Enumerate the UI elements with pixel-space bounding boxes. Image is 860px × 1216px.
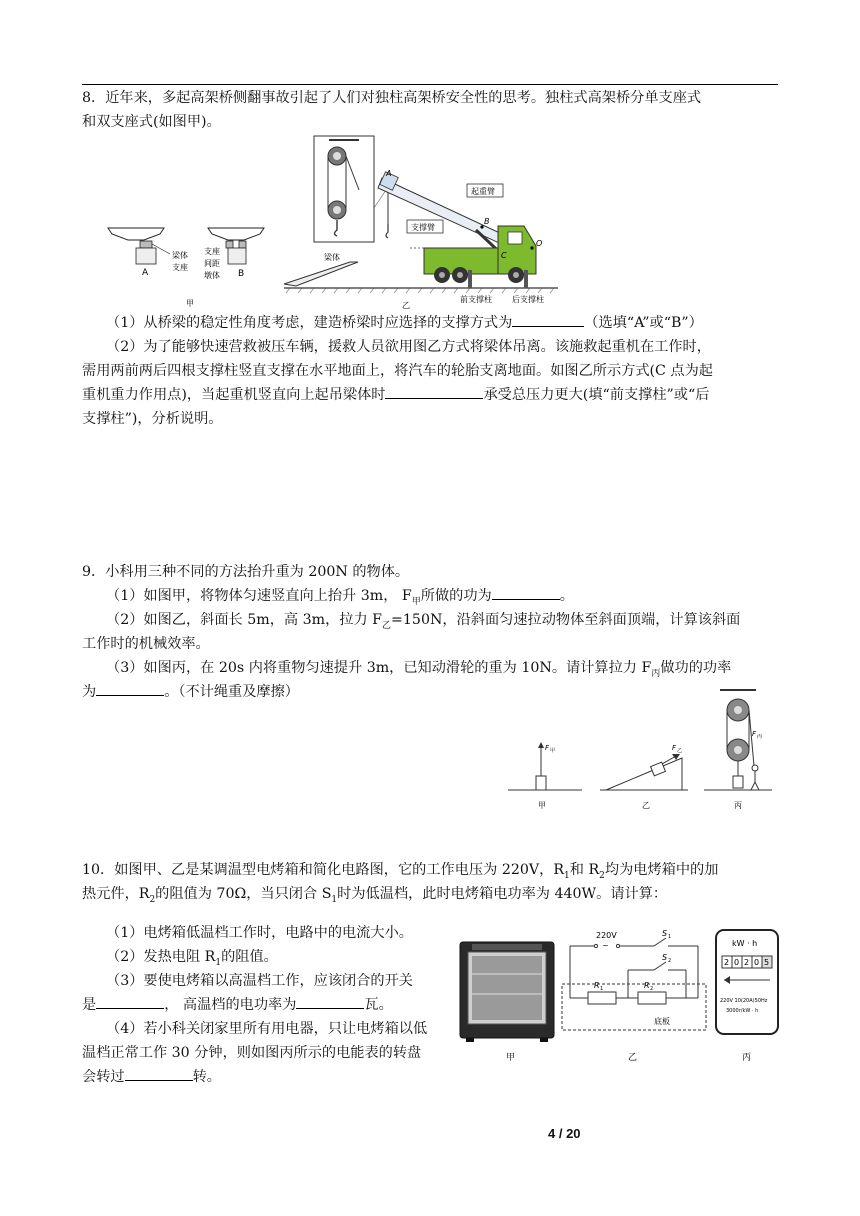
- q10-part4-line2: 温档正常工作 30 分钟，则如图丙所示的电能表的转盘: [82, 1045, 422, 1061]
- circuit-diagram: [562, 929, 706, 1063]
- svg-text:后支撑柱: 后支撑柱: [512, 295, 544, 304]
- svg-text:R: R: [644, 981, 650, 990]
- svg-text:乙: 乙: [628, 1053, 638, 1063]
- q10-part3-line1: （3）要使电烤箱以高温档工作，应该闭合的开关: [106, 973, 413, 989]
- svg-text:S: S: [662, 929, 668, 938]
- svg-text:乙: 乙: [402, 301, 410, 310]
- svg-text:S: S: [662, 953, 668, 962]
- svg-text:支座: 支座: [204, 247, 220, 256]
- q8-part2-line4: 支撑柱”)，分析说明。: [82, 411, 223, 427]
- q10-part1: （1）电烤箱低温档工作时，电路中的电流大小。: [106, 925, 413, 941]
- q10-answer-blank-1[interactable]: [96, 993, 164, 1009]
- q8-line1: 8．近年来，多起高架桥侧翻事故引起了人们对独柱高架桥安全性的思考。独柱式高架桥分单支座式: [82, 90, 702, 106]
- svg-text:220V: 220V: [596, 931, 617, 940]
- svg-text:丙: 丙: [742, 1053, 752, 1063]
- svg-text:A: A: [142, 268, 149, 278]
- q9-part2-line1: （2）如图乙，斜面长 5m，高 3m，拉力 $F_乙=150N$，沿斜面匀速拉动物体至斜面顶端，计算该斜面: [106, 612, 741, 631]
- q8-answer-blank-1[interactable]: [512, 311, 584, 327]
- q9-part3-line1: （3）如图丙，在 20s 内将重物匀速提升 3m，已知动滑轮的重为 10N。请计算拉力 $F_丙$做功的功率: [106, 660, 732, 679]
- svg-text:B: B: [484, 217, 490, 226]
- oven-image: [460, 942, 554, 1063]
- q9-part3-line2: 为 。（不计绳重及摩擦）: [82, 680, 299, 704]
- q10-line1: 10．如图甲、乙是某调温型电烤箱和简化电路图，它的工作电压为 220V，$R_1$和 $R_2$均为电烤箱中的加: [82, 862, 719, 881]
- svg-text:B: B: [238, 269, 245, 279]
- page-number: 4 / 20: [548, 1126, 581, 1141]
- q8-part2-line2: 需用两前两后四根支撑柱竖直支撑在水平地面上，将汽车的轮胎支离地面。如图乙所示方式(C 点为起: [82, 363, 713, 379]
- svg-text:F: F: [752, 730, 757, 738]
- q8-figure: [104, 130, 574, 310]
- svg-text:甲: 甲: [550, 748, 556, 754]
- q8-part2-line3: 重机重力作用点)，当起重机竖直向上起吊梁体时 承受总压力更大(填“前支撑柱”或“后: [82, 383, 709, 407]
- svg-text:220V 10(20A)50Hz: 220V 10(20A)50Hz: [720, 998, 768, 1004]
- q10-answer-blank-2[interactable]: [296, 993, 364, 1009]
- svg-text:乙: 乙: [677, 748, 683, 754]
- svg-text:0: 0: [734, 958, 740, 967]
- svg-text:2: 2: [650, 986, 654, 992]
- svg-text:1: 1: [668, 934, 672, 940]
- q8-answer-blank-2[interactable]: [385, 383, 483, 399]
- svg-text:2: 2: [668, 958, 672, 964]
- svg-text:丙: 丙: [757, 734, 763, 740]
- bridge-b-diagram: [204, 228, 264, 280]
- svg-text:起重臂: 起重臂: [471, 187, 495, 196]
- svg-text:乙: 乙: [642, 801, 650, 810]
- top-rule: [82, 84, 778, 85]
- q10-part3-line2: 是 ， 高温档的电功率为 瓦。: [82, 993, 393, 1017]
- svg-text:甲: 甲: [186, 299, 194, 308]
- energy-meter: [716, 930, 778, 1063]
- svg-text:前支撑柱: 前支撑柱: [460, 295, 492, 304]
- svg-text:梁体: 梁体: [324, 253, 340, 262]
- q10-part4-line1: （4）若小科关闭家里所有用电器，只让电烤箱以低: [106, 1021, 428, 1037]
- svg-text:2: 2: [724, 958, 730, 967]
- svg-text:R: R: [594, 981, 600, 990]
- svg-text:F: F: [545, 744, 550, 752]
- svg-text:间距: 间距: [204, 259, 220, 268]
- q8-part2-line1: （2）为了能够快速营救被压车辆，援救人员欲用图乙方式将梁体吊离。该施救起重机在工作时，: [106, 339, 711, 355]
- q10-part2: （2）发热电阻 $R_1$的阻值。: [106, 949, 278, 968]
- svg-text:底板: 底板: [654, 1017, 670, 1026]
- crane-diagram: [284, 136, 558, 304]
- svg-text:A: A: [386, 169, 392, 178]
- q10-part4-line3: 会转过 转。: [82, 1065, 221, 1089]
- q9-line1: 9．小科用三种不同的方法抬升重为 200N 的物体。: [82, 564, 410, 580]
- q9-answer-blank-2[interactable]: [96, 680, 164, 696]
- svg-text:5: 5: [764, 958, 770, 967]
- svg-text:梁体: 梁体: [172, 251, 188, 260]
- q9-part2-line2: 工作时的机械效率。: [82, 636, 210, 652]
- svg-text:3000r/kW · h: 3000r/kW · h: [726, 1008, 759, 1014]
- svg-text:1: 1: [600, 986, 604, 992]
- svg-text:C: C: [501, 251, 507, 260]
- q10-line2: 热元件，$R_2$的阻值为 70Ω，当只闭合 $S_1$时为低温档，此时电烤箱电功率为 440W。请计算：: [82, 886, 668, 905]
- q8-line2: 和双支座式(如图甲)。: [82, 114, 221, 130]
- svg-text:墩体: 墩体: [204, 271, 220, 280]
- svg-text:~: ~: [602, 941, 609, 950]
- q9-part1: （1）如图甲，将物体匀速竖直向上抬升 3m， $F_甲$所做的功为 。: [106, 584, 574, 614]
- q9-figure: [504, 686, 774, 816]
- q10-figure: [458, 920, 780, 1070]
- q8-part1: （1）从桥梁的稳定性角度考虑，建造桥梁时应选择的支撑方式为 （选填“A”或“B”）: [106, 311, 703, 335]
- svg-text:甲: 甲: [538, 801, 546, 810]
- q9-answer-blank-1[interactable]: [492, 584, 560, 600]
- bridge-a-diagram: [108, 228, 188, 278]
- svg-text:2: 2: [744, 958, 750, 967]
- svg-text:支座: 支座: [172, 263, 188, 272]
- svg-text:kW · h: kW · h: [732, 939, 758, 948]
- svg-text:丙: 丙: [734, 801, 742, 810]
- q10-answer-blank-3[interactable]: [125, 1065, 193, 1081]
- svg-text:F: F: [672, 744, 677, 752]
- svg-text:O: O: [536, 239, 543, 248]
- svg-text:甲: 甲: [506, 1053, 516, 1063]
- svg-text:支撑臂: 支撑臂: [411, 223, 435, 232]
- svg-text:0: 0: [754, 958, 760, 967]
